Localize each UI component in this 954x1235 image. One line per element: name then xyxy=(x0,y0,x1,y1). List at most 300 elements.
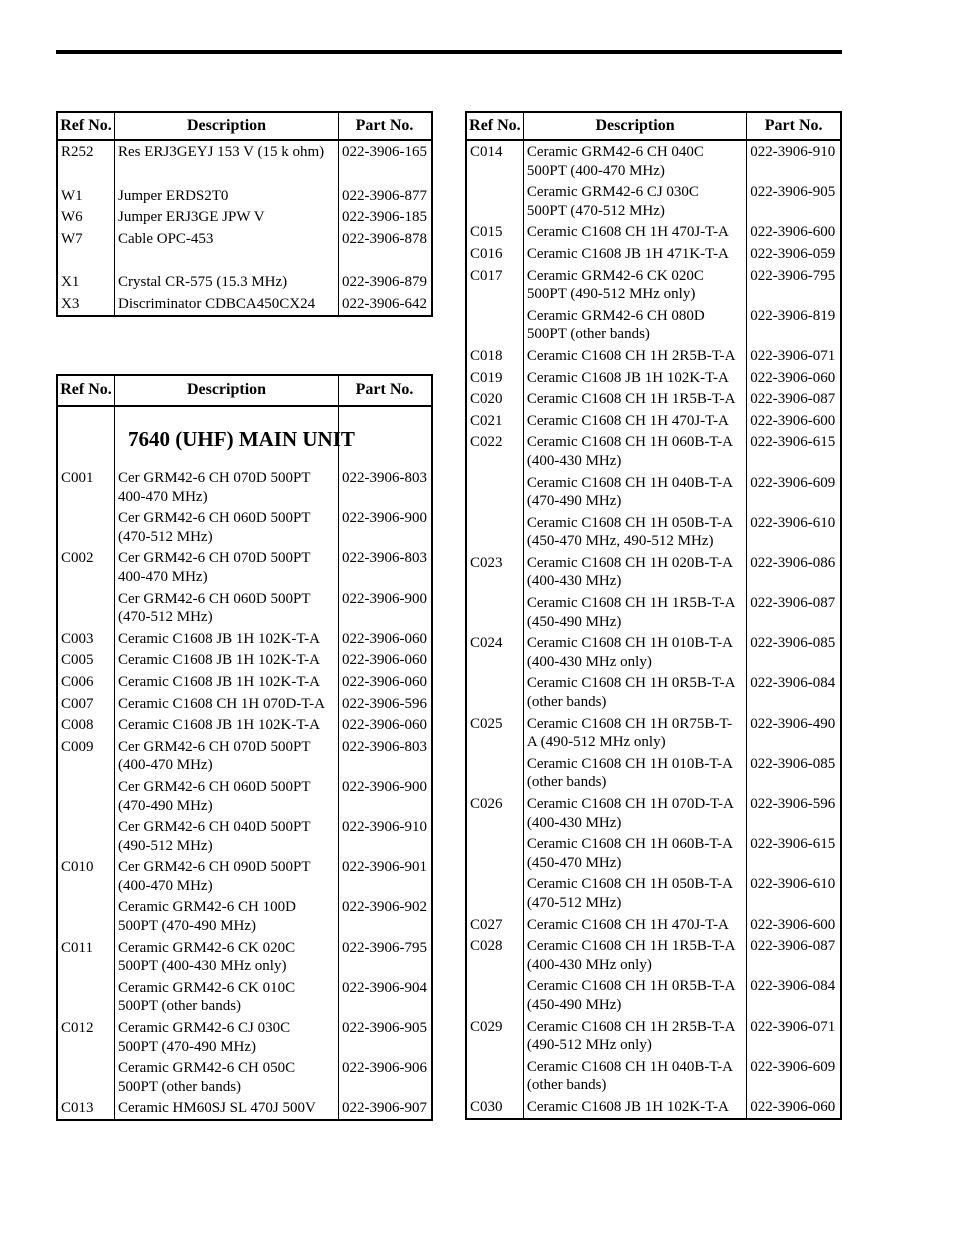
table-row xyxy=(467,914,840,936)
description-line: Ceramic C1608 CH 1H 470J-T-A xyxy=(526,916,729,933)
description-cell xyxy=(115,467,339,507)
table-row xyxy=(467,1056,840,1096)
description-cell xyxy=(524,833,747,873)
header-description: Description xyxy=(115,376,339,405)
table-row xyxy=(58,628,431,650)
ref-no-cell: C027 xyxy=(467,914,524,936)
header-ref-no: Ref No. xyxy=(58,113,115,139)
description-line: 400-470 MHz) xyxy=(118,488,208,505)
part-no-cell: 022-3906-900 xyxy=(342,510,427,527)
table-row xyxy=(467,672,840,712)
description-line: Jumper ERDS2T0 xyxy=(118,187,229,204)
description-cell xyxy=(115,507,339,547)
part-no-cell: 022-3906-085 xyxy=(750,635,836,652)
ref-no-cell xyxy=(58,1057,115,1097)
description-line: Ceramic C1608 CH 1H 020B-T-A xyxy=(526,554,733,571)
description-cell xyxy=(524,221,747,243)
description-line: Ceramic GRM42-6 CJ 030C xyxy=(118,1020,291,1037)
ref-no-cell xyxy=(467,592,524,632)
ref-no-cell: C006 xyxy=(58,671,115,693)
part-no-cell: 022-3906-060 xyxy=(342,717,427,734)
part-no-cell: 022-3906-905 xyxy=(342,1020,427,1037)
description-line: Ceramic C1608 CH 1H 1R5B-T-A xyxy=(526,595,736,612)
table-header xyxy=(467,113,840,141)
part-no-cell: 022-3906-910 xyxy=(750,144,836,160)
description-line: Ceramic C1608 CH 1H 060B-T-A xyxy=(526,434,733,451)
description-cell xyxy=(115,271,339,293)
description-cell xyxy=(115,206,339,228)
description-line: Ceramic GRM42-6 CK 010C xyxy=(118,979,296,996)
description-line: (470-512 MHz) xyxy=(526,894,622,911)
description-line: Ceramic C1608 CH 1H 2R5B-T-A xyxy=(526,347,736,364)
table-body xyxy=(467,141,840,1118)
part-no-cell: 022-3906-795 xyxy=(342,939,427,956)
ref-no-cell xyxy=(58,163,115,185)
ref-no-cell: C018 xyxy=(467,345,524,367)
part-no-cell: 022-3906-803 xyxy=(342,738,427,755)
description-line: Ceramic GRM42-6 CH 100D xyxy=(118,899,296,916)
description-cell xyxy=(524,512,747,552)
part-no-cell: 022-3906-906 xyxy=(342,1060,427,1077)
description-line: (450-470 MHz, 490-512 MHz) xyxy=(526,533,714,550)
part-no-cell: 022-3906-877 xyxy=(342,187,427,204)
part-no-cell: 022-3906-819 xyxy=(750,307,836,324)
table-row xyxy=(58,816,431,856)
table-row xyxy=(467,1096,840,1118)
ref-no-cell xyxy=(467,512,524,552)
ref-no-cell xyxy=(58,249,115,271)
description-line: (400-430 MHz only) xyxy=(526,956,652,973)
description-line: Ceramic C1608 CH 1H 2R5B-T-A xyxy=(526,1018,736,1035)
part-no-cell: 022-3906-615 xyxy=(750,434,836,451)
table-body xyxy=(58,141,431,315)
ref-no-cell: C029 xyxy=(467,1016,524,1056)
description-cell xyxy=(524,243,747,265)
table-row xyxy=(58,206,431,228)
table-row xyxy=(58,714,431,736)
description-cell xyxy=(115,588,339,628)
description-line: Ceramic C1608 CH 1H 470J-T-A xyxy=(526,224,729,241)
description-cell xyxy=(115,977,339,1017)
table-row xyxy=(58,249,431,271)
description-line: Ceramic GRM42-6 CJ 030C xyxy=(526,184,699,201)
ref-no-cell: C028 xyxy=(467,935,524,975)
description-cell xyxy=(115,628,339,650)
description-cell xyxy=(115,228,339,250)
table-header xyxy=(58,376,431,407)
description-line: Ceramic HM60SJ SL 470J 500V xyxy=(118,1100,316,1117)
description-line: 400-470 MHz) xyxy=(118,568,208,585)
description-cell xyxy=(524,265,747,305)
description-cell xyxy=(115,816,339,856)
ref-no-cell: W7 xyxy=(58,228,115,250)
table-row xyxy=(58,163,431,185)
description-cell xyxy=(524,672,747,712)
part-no-cell: 022-3906-795 xyxy=(750,267,836,284)
description-cell xyxy=(115,856,339,896)
ref-no-cell: C026 xyxy=(467,793,524,833)
table-row xyxy=(58,649,431,671)
table-row xyxy=(467,1016,840,1056)
ref-no-cell: X3 xyxy=(58,293,115,315)
table-row xyxy=(467,632,840,672)
description-cell xyxy=(524,793,747,833)
description-cell xyxy=(524,552,747,592)
table-row xyxy=(467,935,840,975)
ref-no-cell: C021 xyxy=(467,410,524,432)
ref-no-cell: X1 xyxy=(58,271,115,293)
description-cell xyxy=(115,163,339,185)
description-line: Cer GRM42-6 CH 090D 500PT xyxy=(118,859,311,876)
ref-no-cell: C024 xyxy=(467,632,524,672)
description-cell xyxy=(524,592,747,632)
description-cell xyxy=(524,367,747,389)
description-cell xyxy=(524,410,747,432)
part-no-cell: 022-3906-905 xyxy=(750,184,836,201)
description-cell xyxy=(524,632,747,672)
description-line: (400-430 MHz) xyxy=(526,452,622,469)
ref-no-cell: W6 xyxy=(58,206,115,228)
part-no-cell: 022-3906-086 xyxy=(750,554,836,571)
ref-no-cell: C005 xyxy=(58,649,115,671)
table-row xyxy=(467,181,840,221)
description-line: Crystal CR-575 (15.3 MHz) xyxy=(118,274,288,291)
description-line: (450-490 MHz) xyxy=(526,613,622,630)
ref-no-cell: C030 xyxy=(467,1096,524,1118)
description-line: 500PT (other bands) xyxy=(118,998,242,1015)
description-line: Ceramic C1608 CH 1H 470J-T-A xyxy=(526,412,729,429)
part-no-cell: 022-3906-084 xyxy=(750,978,836,995)
part-no-cell: 022-3906-901 xyxy=(342,859,427,876)
parts-table-3 xyxy=(465,111,842,1120)
table-row xyxy=(58,228,431,250)
description-line: Ceramic C1608 JB 1H 471K-T-A xyxy=(526,245,729,262)
description-line: Ceramic GRM42-6 CH 050C xyxy=(118,1060,296,1077)
top-rule xyxy=(56,50,842,54)
description-line: Cable OPC-453 xyxy=(118,230,214,247)
description-line: 500PT (470-512 MHz) xyxy=(526,202,665,219)
description-line: (400-430 MHz) xyxy=(526,814,622,831)
description-line: Discriminator CDBCA450CX24 xyxy=(118,295,316,312)
part-no-cell: 022-3906-642 xyxy=(342,295,427,312)
description-line: (other bands) xyxy=(526,1077,607,1094)
ref-no-cell xyxy=(58,816,115,856)
table-row xyxy=(58,1097,431,1119)
part-no-cell: 022-3906-907 xyxy=(342,1100,427,1117)
part-no-cell: 022-3906-600 xyxy=(750,224,836,241)
part-no-cell: 022-3906-060 xyxy=(342,652,427,669)
ref-no-cell: C019 xyxy=(467,367,524,389)
table-row xyxy=(467,713,840,753)
part-no-cell: 022-3906-060 xyxy=(750,1098,836,1115)
table-row xyxy=(467,345,840,367)
description-line: Ceramic GRM42-6 CK 020C xyxy=(118,939,296,956)
header-part-no: Part No. xyxy=(764,116,823,134)
table-row xyxy=(58,1017,431,1057)
part-no-cell: 022-3906-084 xyxy=(750,675,836,692)
description-cell xyxy=(115,1017,339,1057)
description-cell xyxy=(115,714,339,736)
header-description: Description xyxy=(115,113,339,139)
part-no-cell: 022-3906-609 xyxy=(750,474,836,491)
part-no-cell: 022-3906-610 xyxy=(750,876,836,893)
description-line: (400-470 MHz) xyxy=(118,877,213,894)
description-cell xyxy=(115,671,339,693)
description-line: (other bands) xyxy=(526,774,607,791)
header-part-no: Part No. xyxy=(355,116,414,134)
description-line: Cer GRM42-6 CH 060D 500PT xyxy=(118,510,311,527)
table-row xyxy=(467,305,840,345)
description-line: Ceramic C1608 CH 1H 010B-T-A xyxy=(526,755,733,772)
description-line: (450-470 MHz) xyxy=(526,854,622,871)
description-line: Ceramic C1608 JB 1H 102K-T-A xyxy=(526,369,729,386)
table-row xyxy=(467,512,840,552)
header-ref-no: Ref No. xyxy=(58,376,115,405)
description-line: (490-512 MHz only) xyxy=(526,1037,652,1054)
table-row xyxy=(467,410,840,432)
description-line: Ceramic C1608 JB 1H 102K-T-A xyxy=(118,673,320,690)
ref-no-cell xyxy=(467,472,524,512)
description-cell xyxy=(524,753,747,793)
description-cell xyxy=(115,293,339,315)
ref-no-cell: C007 xyxy=(58,693,115,715)
table-row xyxy=(467,592,840,632)
description-line: Ceramic C1608 JB 1H 102K-T-A xyxy=(526,1098,729,1115)
ref-no-cell xyxy=(58,776,115,816)
description-cell xyxy=(115,547,339,587)
description-line: (470-512 MHz) xyxy=(118,528,213,545)
description-line: Ceramic C1608 JB 1H 102K-T-A xyxy=(118,717,320,734)
description-cell xyxy=(524,935,747,975)
description-line: Ceramic C1608 JB 1H 102K-T-A xyxy=(118,630,320,647)
description-line: Ceramic C1608 CH 1H 070D-T-A xyxy=(118,695,325,712)
table-row xyxy=(58,937,431,977)
table-row xyxy=(467,243,840,265)
ref-no-cell: C014 xyxy=(467,141,524,181)
description-cell xyxy=(524,472,747,512)
description-cell xyxy=(524,873,747,913)
part-no-cell: 022-3906-879 xyxy=(342,274,427,291)
description-line: 500PT (400-470 MHz) xyxy=(526,162,665,179)
description-cell xyxy=(115,1097,339,1119)
description-line: (400-430 MHz only) xyxy=(526,653,652,670)
part-no-cell: 022-3906-596 xyxy=(750,796,836,812)
part-no-cell: 022-3906-071 xyxy=(750,1018,836,1035)
part-no-cell: 022-3906-910 xyxy=(342,819,427,836)
table-row xyxy=(58,293,431,315)
part-no-cell: 022-3906-596 xyxy=(342,695,427,712)
description-line: (400-430 MHz) xyxy=(526,573,622,590)
ref-no-cell: C022 xyxy=(467,431,524,471)
ref-no-cell xyxy=(467,305,524,345)
table-row xyxy=(467,753,840,793)
description-line: Ceramic C1608 CH 1H 0R5B-T-A xyxy=(526,675,736,692)
description-cell xyxy=(115,649,339,671)
ref-no-cell: C025 xyxy=(467,713,524,753)
description-cell xyxy=(524,431,747,471)
ref-no-cell: C001 xyxy=(58,467,115,507)
description-cell xyxy=(115,141,339,163)
table-row xyxy=(467,975,840,1015)
description-cell xyxy=(115,736,339,776)
description-line: (470-490 MHz) xyxy=(526,493,622,510)
part-no-cell xyxy=(339,249,430,271)
description-line: Cer GRM42-6 CH 070D 500PT xyxy=(118,470,311,486)
ref-no-cell: C009 xyxy=(58,736,115,776)
table-row xyxy=(467,793,840,833)
description-line: Ceramic C1608 CH 1H 040B-T-A xyxy=(526,474,733,491)
part-no-cell: 022-3906-878 xyxy=(342,230,427,247)
description-line: Jumper ERJ3GE JPW V xyxy=(118,209,265,226)
description-line: Ceramic GRM42-6 CK 020C xyxy=(526,267,704,284)
table-row xyxy=(58,467,431,507)
table-header xyxy=(58,113,431,141)
description-line: Ceramic C1608 CH 1H 010B-T-A xyxy=(526,635,733,652)
ref-no-cell: C020 xyxy=(467,388,524,410)
table-row xyxy=(58,671,431,693)
description-line: Ceramic C1608 CH 1H 1R5B-T-A xyxy=(526,391,736,408)
ref-no-cell xyxy=(467,1056,524,1096)
table-row xyxy=(467,431,840,471)
part-no-cell: 022-3906-087 xyxy=(750,938,836,955)
description-cell xyxy=(115,937,339,977)
ref-no-cell: C002 xyxy=(58,547,115,587)
description-line: Res ERJ3GEYJ 153 V (15 k ohm) xyxy=(118,144,325,160)
parts-table-1 xyxy=(56,111,433,317)
description-cell xyxy=(524,1056,747,1096)
description-line: 500PT (470-490 MHz) xyxy=(118,918,257,935)
ref-no-cell: C008 xyxy=(58,714,115,736)
parts-table-2 xyxy=(56,374,433,1121)
description-line: Cer GRM42-6 CH 060D 500PT xyxy=(118,590,311,607)
table-row xyxy=(58,977,431,1017)
description-line: Cer GRM42-6 CH 070D 500PT xyxy=(118,738,311,755)
part-no-cell: 022-3906-610 xyxy=(750,514,836,531)
description-line: (490-512 MHz) xyxy=(118,837,213,854)
ref-no-cell xyxy=(58,896,115,936)
description-line: Ceramic C1608 CH 1H 050B-T-A xyxy=(526,514,733,531)
ref-no-cell: C012 xyxy=(58,1017,115,1057)
description-cell xyxy=(115,896,339,936)
description-line: Ceramic C1608 CH 1H 070D-T-A xyxy=(526,796,734,812)
ref-no-cell: C017 xyxy=(467,265,524,305)
description-line: 500PT (490-512 MHz only) xyxy=(526,286,696,303)
ref-no-cell: C016 xyxy=(467,243,524,265)
description-line: 500PT (other bands) xyxy=(526,326,650,343)
ref-no-cell xyxy=(467,753,524,793)
ref-no-cell xyxy=(58,977,115,1017)
ref-no-cell xyxy=(467,672,524,712)
ref-no-cell xyxy=(467,873,524,913)
description-line: 500PT (other bands) xyxy=(118,1078,242,1095)
part-no-cell: 022-3906-060 xyxy=(342,673,427,690)
description-cell xyxy=(524,181,747,221)
header-part-no: Part No. xyxy=(355,381,414,399)
description-line: Ceramic C1608 CH 1H 040B-T-A xyxy=(526,1058,733,1075)
description-line: Ceramic GRM42-6 CH 040C xyxy=(526,144,704,160)
ref-no-cell xyxy=(58,588,115,628)
table-row xyxy=(58,736,431,776)
table-row xyxy=(58,856,431,896)
table-row xyxy=(467,833,840,873)
table-row xyxy=(467,388,840,410)
table-row xyxy=(467,141,840,181)
table-row xyxy=(467,265,840,305)
part-no-cell: 022-3906-059 xyxy=(750,245,836,262)
part-no-cell: 022-3906-615 xyxy=(750,836,836,853)
table-row xyxy=(58,547,431,587)
description-cell xyxy=(524,345,747,367)
part-no-cell: 022-3906-803 xyxy=(342,470,427,486)
part-no-cell: 022-3906-904 xyxy=(342,979,427,996)
description-line: (470-490 MHz) xyxy=(118,797,213,814)
description-cell xyxy=(524,914,747,936)
description-cell xyxy=(115,185,339,207)
part-no-cell: 022-3906-085 xyxy=(750,755,836,772)
description-line: Cer GRM42-6 CH 060D 500PT xyxy=(118,778,311,795)
description-cell xyxy=(524,388,747,410)
part-no-cell: 022-3906-071 xyxy=(750,347,836,364)
description-cell xyxy=(115,776,339,816)
ref-no-cell: C013 xyxy=(58,1097,115,1119)
table-row xyxy=(58,271,431,293)
ref-no-cell xyxy=(467,181,524,221)
ref-no-cell: R252 xyxy=(58,141,115,163)
description-line: Ceramic C1608 CH 1H 060B-T-A xyxy=(526,836,733,853)
description-cell xyxy=(524,713,747,753)
ref-no-cell xyxy=(467,833,524,873)
part-no-cell: 022-3906-803 xyxy=(342,550,427,567)
part-no-cell: 022-3906-185 xyxy=(342,209,427,226)
description-line: Cer GRM42-6 CH 070D 500PT xyxy=(118,550,311,567)
part-no-cell: 022-3906-900 xyxy=(342,590,427,607)
description-cell xyxy=(524,975,747,1015)
description-cell xyxy=(524,1016,747,1056)
description-cell xyxy=(115,1057,339,1097)
description-line: Cer GRM42-6 CH 040D 500PT xyxy=(118,819,311,836)
part-no-cell: 022-3906-900 xyxy=(342,778,427,795)
description-line: Ceramic C1608 CH 1H 0R5B-T-A xyxy=(526,978,736,995)
ref-no-cell: C015 xyxy=(467,221,524,243)
ref-no-cell: C003 xyxy=(58,628,115,650)
description-cell xyxy=(115,249,339,271)
table-row xyxy=(467,472,840,512)
part-no-cell xyxy=(339,163,430,185)
description-line: (400-470 MHz) xyxy=(118,757,213,774)
ref-no-cell xyxy=(467,975,524,1015)
description-cell xyxy=(524,305,747,345)
ref-no-cell xyxy=(58,507,115,547)
table-row xyxy=(58,776,431,816)
description-cell xyxy=(524,141,747,181)
description-line: Ceramic C1608 JB 1H 102K-T-A xyxy=(118,652,320,669)
table-row xyxy=(58,141,431,163)
table-row xyxy=(467,552,840,592)
description-line: 500PT (470-490 MHz) xyxy=(118,1038,257,1055)
ref-no-cell: C010 xyxy=(58,856,115,896)
table-row xyxy=(58,507,431,547)
part-no-cell: 022-3906-060 xyxy=(342,630,427,647)
part-no-cell: 022-3906-087 xyxy=(750,391,836,408)
part-no-cell: 022-3906-600 xyxy=(750,412,836,429)
section-title: 7640 (UHF) MAIN UNIT xyxy=(128,427,355,451)
table-row xyxy=(467,221,840,243)
ref-no-cell: W1 xyxy=(58,185,115,207)
part-no-cell: 022-3906-609 xyxy=(750,1058,836,1075)
part-no-cell: 022-3906-060 xyxy=(750,369,836,386)
description-cell xyxy=(115,693,339,715)
description-line: (450-490 MHz) xyxy=(526,996,622,1013)
